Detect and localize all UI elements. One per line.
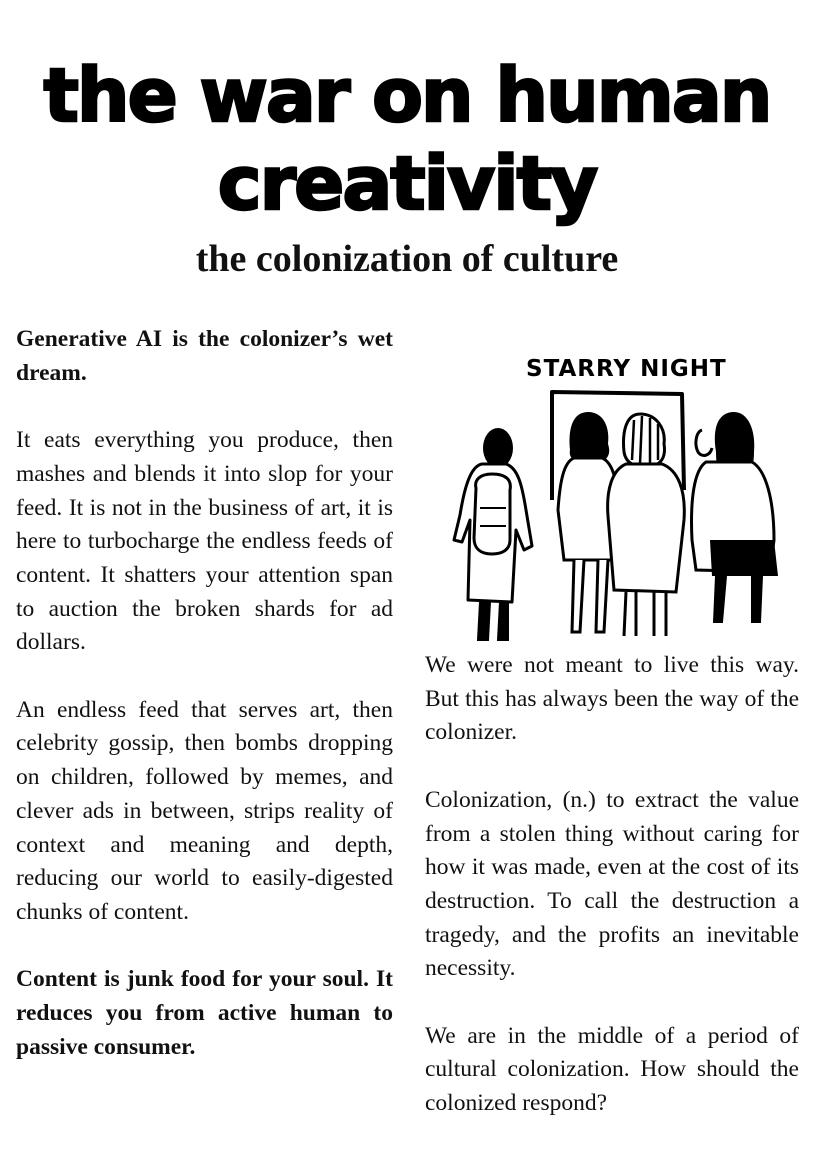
definition-paragraph: Colonization, (n.) to extract the value from a stolen thing without caring for how it was made, even at the cost of its destruction. To call the destruction a tragedy, and the profits an inevitable necessity. — [425, 786, 799, 982]
body-paragraph: It eats everything you produce, then mashes and blends it into slop for your feed. It is not in the business of art, it is here to turbocharge the endless feeds of content. It shatters your attention span to auction the broken shards for ad dollars. — [16, 427, 393, 656]
body-paragraph: We are in the middle of a period of cultural colonization. How should the colonized respond? — [425, 1022, 799, 1117]
page-subtitle: the colonization of culture — [195, 238, 619, 280]
page-title — [0, 52, 814, 228]
museum-visitors-drawing-icon — [440, 340, 790, 646]
lead-paragraph: Generative AI is the colonizer’s wet dream. — [16, 326, 393, 386]
painting-label: STARRY NIGHT — [526, 356, 727, 382]
title-line-1: the war on human — [43, 53, 771, 139]
body-paragraph: An endless feed that serves art, then celebrity gossip, then bombs dropping on children, followed by memes, and clever ads in between, strips reality of context and meaning and depth, reducing our world to easily-digested chunks of content. — [16, 696, 393, 925]
body-paragraph: We were not meant to live this way. But this has always been the way of the colonizer. — [425, 652, 799, 746]
right-column — [425, 649, 799, 1155]
museum-visitors-illustration — [440, 340, 790, 646]
closing-paragraph: Content is junk food for your soul. It reduces you from active human to passive consumer. — [16, 966, 393, 1060]
left-column — [16, 323, 393, 1098]
title-line-2: creativity — [217, 141, 597, 227]
